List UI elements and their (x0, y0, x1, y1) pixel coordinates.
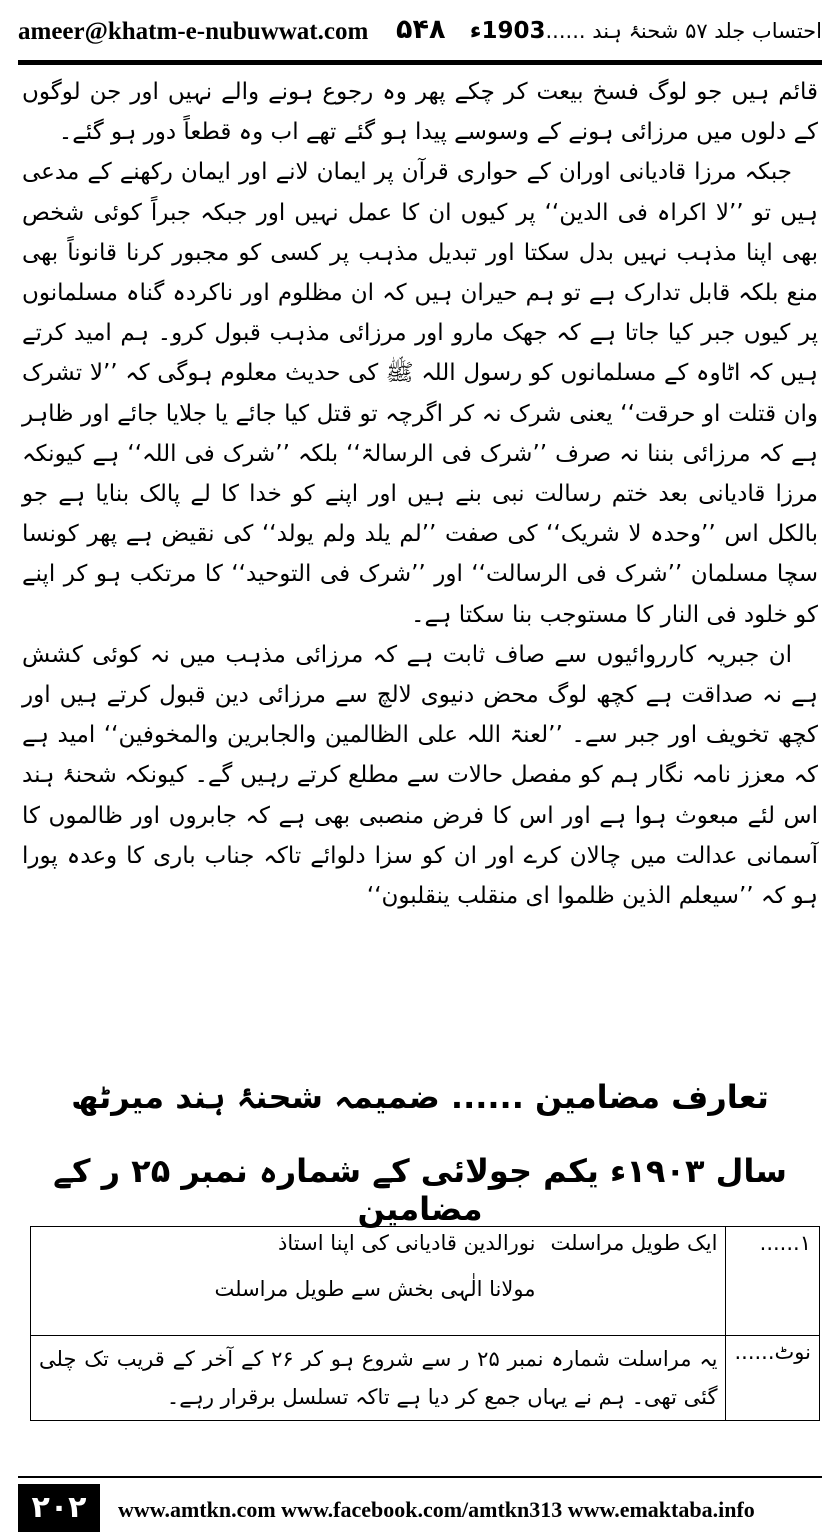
header-email[interactable]: ameer@khatm-e-nubuwwat.com (18, 18, 369, 45)
footer-page-number: ۲۰۲ (18, 1484, 100, 1532)
section-subtitle: سال ۱۹۰۳ء یکم جولائی کے شمارہ نمبر ۲۵ ر کے مضامین (53, 1152, 787, 1228)
table-row (31, 1227, 820, 1336)
header-dots: ...... (545, 19, 586, 43)
row-description-line: مولانا الٰہی بخش سے طویل مراسلت (214, 1277, 536, 1301)
header-year: 1903ء (469, 18, 546, 44)
row-title: ایک طویل مراسلت (550, 1231, 718, 1255)
row-number: ۱...... (726, 1227, 820, 1336)
row-number: نوٹ...... (726, 1336, 820, 1421)
row-description-line: نورالدین قادیانی کی اپنا استاذ (278, 1231, 536, 1255)
footer-rule (18, 1476, 822, 1478)
body-paragraph: جبکہ مرزا قادیانی اوران کے حواری قرآن پر ایمان لانے اور ایمان رکھنے کے مدعی ہیں تو ’’لا اکراہ فی الدین‘‘ پر کیوں ان کا عمل نہیں اور جبکہ جبراً کوئی شخص بھی اپنا مذہب نہیں بدل سکتا اور تبدیل مذہب پر کسی کو مجبور کرنا قانوناً بھی منع بلکہ قابل تدارک ہے تو ہم حیران ہیں کہ ان مظلوم اور ناکردہ گناہ مسلمانوں پر کیوں جبر کیا جاتا ہے کہ جھک مارو اور مرزائی مذہب قبول کرو۔ ہم امید کرتے ہیں کہ اٹاوہ کے مسلمانوں کو رسول اللہ ﷺ کی حدیث معلوم ہوگی کہ ’’لا تشرک وان قتلت او حرقت‘‘ یعنی شرک نہ کر اگرچہ تو قتل کیا جائے یا جلایا جائے اور ظاہر ہے کہ مرزائی بننا نہ صرف ’’شرک فی الرسالۃ‘‘ بلکہ ’’شرک فی اللہ‘‘ ہے کیونکہ مرزا قادیانی بعد ختم رسالت نبی بنے ہیں اور اپنے کو خدا کا لے پالک بنایا ہے جو بالکل اس ’’وحدہ لا شریک‘‘ کی صفت ’’لم یلد ولم یولد‘‘ کی نقیض ہے پھر کونسا سچا مسلمان ’’شرک فی الرسالت‘‘ اور ’’شرک فی التوحید‘‘ کا مرتکب ہو کر اپنے کو خلود فی النار کا مستوجب بنا سکتا ہے۔ (22, 159, 818, 628)
header-page-number: ۵۴۸ (396, 14, 446, 45)
section-title: تعارف مضامین ...... ضمیمہ شحنۂ ہند میرٹھ (71, 1078, 769, 1116)
page-header (18, 14, 822, 54)
body-text (22, 72, 818, 916)
body-paragraph: قائم ہیں جو لوگ فسخ بیعت کر چکے پھر وہ رجوع ہونے والے نہیں اور جن لوگوں کے دلوں میں مرزائی ہونے کے وسوسے پیدا ہو گئے تھے اب وہ قطعاً دور ہو گئے۔ (22, 79, 818, 146)
footer-links[interactable]: www.amtkn.com www.facebook.com/amtkn313 www.emaktaba.info (118, 1497, 755, 1522)
body-paragraph: ان جبریہ کارروائیوں سے صاف ثابت ہے کہ مرزائی مذہب میں نہ کوئی کشش ہے نہ صداقت ہے کچھ لوگ محض دنیوی لالچ سے مرزائی دین قبول کرتے ہیں اور کچھ تخویف اور جبر سے۔ ’’لعنۃ اللہ علی الظالمین والجابرین والمخوفین‘‘ امید ہے کہ معزز نامہ نگار ہم کو مفصل حالات سے مطلع کرتے رہیں گے۔ کیونکہ شحنۂ ہند اس لئے مبعوث ہوا ہے اور اس کا فرض منصبی بھی ہے کہ جابروں اور ظالموں کا آسمانی عدالت میں چالان کرے اور ان کو سزا دلوائے تاکہ جناب باری کا وعدہ پورا ہو کہ ’’سیعلم الذین ظلموا ای منقلب ینقلبون‘‘ (22, 641, 818, 910)
contents-table (30, 1226, 820, 1421)
table-row (31, 1336, 820, 1421)
header-volume-info (470, 18, 822, 44)
row-content (31, 1227, 726, 1336)
row-note-text: یہ مراسلت شمارہ نمبر ۲۵ ر سے شروع ہو کر ۲۶ کے آخر کے قریب تک چلی گئی تھی۔ ہم نے یہاں جمع کر دیا ہے تاکہ تسلسل برقرار رہے۔ (31, 1336, 726, 1421)
header-rule (18, 60, 822, 65)
header-volume-text: احتساب جلد ۵۷ شحنۂ ہند (592, 19, 822, 43)
